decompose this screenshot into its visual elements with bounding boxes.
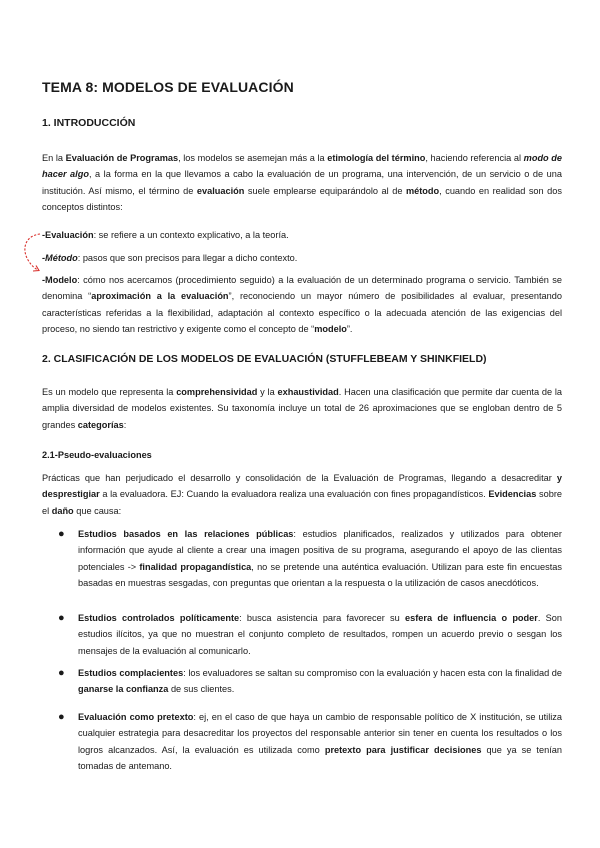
definition-metodo: -Método: pasos que son precisos para llegar a dicho contexto. <box>42 253 298 263</box>
section-heading-introduccion: 1. INTRODUCCIÓN <box>42 117 136 129</box>
definition-modelo: -Modelo: cómo nos acercamos (procedimiento seguido) a la evaluación de un determinado programa o servicio. También se denomina “aproximación a la evaluación”, reconociendo un mayor número de posibilidades al evaluar, presentando características referidas a la flexibilidad, adaptación al contexto específico o la adecuada atención de las exigencias del proceso, no siendo tan restrictivo y exigente como el concepto de “modelo”. <box>42 275 565 335</box>
bullet-icon: ● <box>58 528 65 540</box>
pseudo-paragraph: Prácticas que han perjudicado el desarrollo y consolidación de la Evaluación de Programas, llegando a desacreditar y desprestigiar a la evaluadora. EJ: Cuando la evaluadora realiza una evaluación con fines propagandísticos. Evidencias sobre el daño que causa: <box>42 473 565 516</box>
section-heading-clasificacion: 2. CLASIFICACIÓN DE LOS MODELOS DE EVALUACIÓN (STUFFLEBEAM Y SHINKFIELD) <box>42 353 487 365</box>
intro-paragraph: En la Evaluación de Programas, los modelos se asemejan más a la etimología del término, haciendo referencia al modo de hacer algo, a la forma en la que llevamos a cabo la evaluación de un programa, una intervención, de un servicio o de una institución. Así mismo, el término de evaluación suele emplearse equiparándolo al de método, cuando en realidad son dos conceptos distintos: <box>42 153 565 213</box>
bullet-controlados-politicamente: Estudios controlados políticamente: busca asistencia para favorecer su esfera de influencia o poder. Son estudios ilícitos, ya que no muestran el conjunto completo de resultados, rompen un acuerdo previo o sesgan los mensajes de la evaluación al comunicarlo. <box>78 613 563 656</box>
bullet-icon: ● <box>58 711 65 723</box>
definition-evaluacion: -Evaluación: se refiere a un contexto explicativo, a la teoría. <box>42 230 289 240</box>
bullet-relaciones-publicas: Estudios basados en las relaciones públicas: estudios planificados, realizados y utilizados para obtener información que ayude al cliente a crear una imagen positiva de su programa, asegurando el apoyo de las clientas potenciales -> finalidad propagandística, no se pretende una auténtica evaluación. Utilizan para este fin encuestas basadas en muestras sesgadas, con preguntas que orientan a la respuesta o la utilización de casos anecdóticos. <box>78 529 562 589</box>
bullet-complacientes: Estudios complacientes: los evaluadores se saltan su compromiso con la evaluación y hacen esta con la finalidad de ganarse la confianza de sus clientes. <box>78 668 562 695</box>
curved-arrow-icon <box>18 228 44 276</box>
bullet-icon: ● <box>58 667 65 679</box>
clasificacion-paragraph: Es un modelo que representa la comprehensividad y la exhaustividad. Hacen una clasificación que permite dar cuenta de la amplia diversidad de modelos existentes. Su taxonomía incluye un total de 26 aproximaciones que se engloban dentro de 5 grandes categorías: <box>42 387 565 430</box>
document-title: TEMA 8: MODELOS DE EVALUACIÓN <box>42 79 294 95</box>
bullet-icon: ● <box>58 612 65 624</box>
subsection-heading-pseudo: 2.1-Pseudo-evaluaciones <box>42 450 152 460</box>
bullet-evaluacion-pretexto: Evaluación como pretexto: ej, en el caso de que haya un cambio de responsable político de X institución, se utiliza cualquier estrategia para desacreditar los proyectos del responsable anterior sin tener en cuenta los resultados o los logros alcanzados. Así, la evaluación es utilizada como pretexto para justificar decisiones que ya se tenían tomadas de antemano. <box>78 712 562 772</box>
